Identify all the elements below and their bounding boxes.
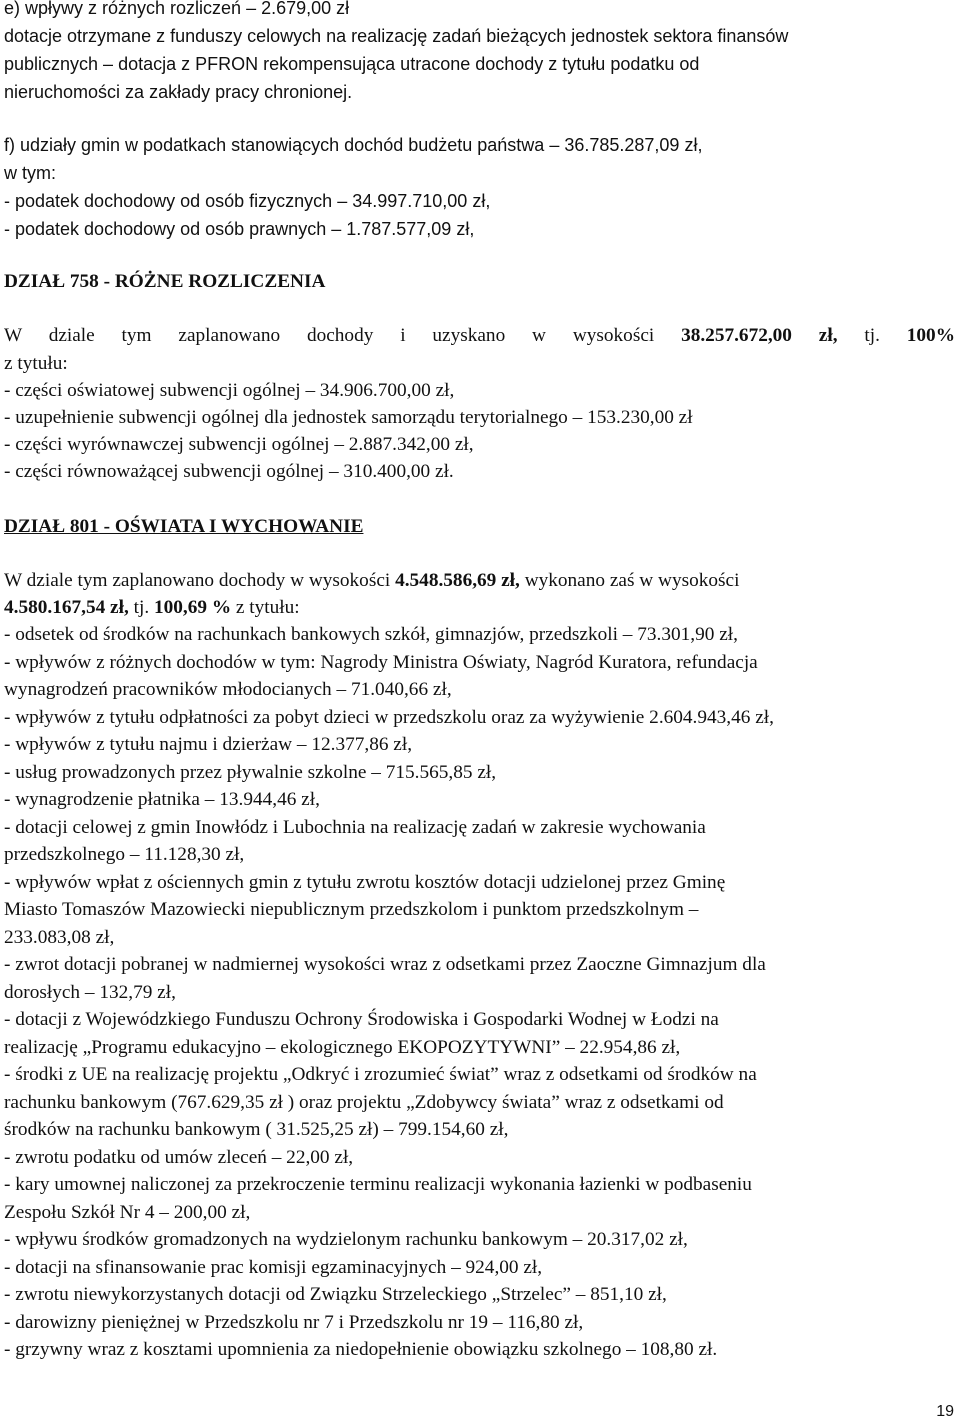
text-line: dotacje otrzymane z funduszy celowych na realizację zadań bieżących jednostek sektora finansów (4, 26, 789, 46)
list-item: - wpływów z tytułu odpłatności za pobyt dzieci w przedszkolu oraz za wyżywienie 2.604.943,46 zł, (4, 707, 774, 728)
list-item: Zespołu Szkół Nr 4 – 200,00 zł, (4, 1202, 251, 1223)
list-item: - kary umownej naliczonej za przekroczenie terminu realizacji wykonania łazienki w podbaseniu (4, 1174, 752, 1195)
text-line: 4.580.167,54 zł, tj. 100,69 % z tytułu: (4, 597, 300, 618)
section-heading-758: DZIAŁ 758 - RÓŻNE ROZLICZENIA (4, 271, 326, 292)
text-line: nieruchomości za zakłady pracy chronionej. (4, 82, 353, 102)
text-line: - części równoważącej subwencji ogólnej – 310.400,00 zł. (4, 461, 454, 482)
list-item: - wpływów z tytułu najmu i dzierżaw – 12.377,86 zł, (4, 734, 413, 755)
list-item: - dotacji z Wojewódzkiego Funduszu Ochrony Środowiska i Gospodarki Wodnej w Łodzi na (4, 1009, 719, 1030)
list-item: - wpływów z różnych dochodów w tym: Nagrody Ministra Oświaty, Nagród Kuratora, refundacja (4, 652, 758, 673)
list-item: wynagrodzeń pracowników młodocianych – 71.040,66 zł, (4, 679, 452, 700)
list-item: 233.083,08 zł, (4, 927, 115, 948)
list-item: Miasto Tomaszów Mazowiecki niepublicznym przedszkolom i punktom przedszkolnym – (4, 899, 699, 920)
page-number: 19 (936, 1403, 954, 1420)
list-item: środków na rachunku bankowym ( 31.525,25 zł) – 799.154,60 zł, (4, 1119, 509, 1140)
section-heading-801: DZIAŁ 801 - OŚWIATA I WYCHOWANIE (4, 516, 364, 537)
list-item: - wpływu środków gromadzonych na wydzielonym rachunku bankowym – 20.317,02 zł, (4, 1229, 688, 1250)
text-line: W dziale tym zaplanowano dochody w wysokości 4.548.586,69 zł, wykonano zaś w wysokości (4, 570, 740, 591)
text-line: - uzupełnienie subwencji ogólnej dla jednostek samorządu terytorialnego – 153.230,00 zł (4, 407, 693, 428)
list-item: - dotacji na sfinansowanie prac komisji egzaminacyjnych – 924,00 zł, (4, 1257, 543, 1278)
list-item: rachunku bankowym (767.629,35 zł ) oraz projektu „Zdobywcy świata” wraz z odsetkami od (4, 1092, 724, 1113)
list-item: - usług prowadzonych przez pływalnie szkolne – 715.565,85 zł, (4, 762, 497, 783)
list-item: - odsetek od środków na rachunkach bankowych szkół, gimnazjów, przedszkoli – 73.301,90 zł, (4, 624, 738, 645)
text-line: - podatek dochodowy od osób fizycznych – 34.997.710,00 zł, (4, 191, 491, 211)
text-line: z tytułu: (4, 353, 68, 374)
list-item: - zwrot dotacji pobranej w nadmiernej wysokości wraz z odsetkami przez Zaoczne Gimnazjum dla (4, 954, 766, 975)
list-item: przedszkolnego – 11.128,30 zł, (4, 844, 245, 865)
text-line: publicznych – dotacja z PFRON rekompensująca utracone dochody z tytułu podatku od (4, 54, 700, 74)
text-line: - części wyrównawczej subwencji ogólnej – 2.887.342,00 zł, (4, 434, 474, 455)
list-item: - wynagrodzenie płatnika – 13.944,46 zł, (4, 789, 320, 810)
list-item: - środki z UE na realizację projektu „Odkryć i zrozumieć świat” wraz z odsetkami od środków na (4, 1064, 757, 1085)
list-item: - zwrotu niewykorzystanych dotacji od Związku Strzeleckiego „Strzelec” – 851,10 zł, (4, 1284, 667, 1305)
text-line: - podatek dochodowy od osób prawnych – 1.787.577,09 zł, (4, 219, 475, 239)
list-item: dorosłych – 132,79 zł, (4, 982, 176, 1003)
text-line: w tym: (4, 163, 56, 183)
list-item: - darowizny pieniężnej w Przedszkolu nr 7 i Przedszkolu nr 19 – 116,80 zł, (4, 1312, 584, 1333)
list-item: - grzywny wraz z kosztami upomnienia za niedopełnienie obowiązku szkolnego – 108,80 zł. (4, 1339, 718, 1360)
list-item: - zwrotu podatku od umów zleceń – 22,00 zł, (4, 1147, 354, 1168)
list-item: - wpływów wpłat z ościennych gmin z tytułu zwrotu kosztów dotacji udzielonej przez Gminę (4, 872, 726, 893)
text-line: W dziale tym zaplanowano dochody i uzyskano w wysokości 38.257.672,00 zł, tj. 100% (4, 325, 955, 346)
list-item: realizację „Programu edukacyjno – ekologicznego EKOPOZYTYWNI” – 22.954,86 zł, (4, 1037, 681, 1058)
text-line: - części oświatowej subwencji ogólnej – 34.906.700,00 zł, (4, 380, 455, 401)
list-item: - dotacji celowej z gmin Inowłódz i Lubochnia na realizację zadań w zakresie wychowania (4, 817, 706, 838)
text-line: e) wpływy z różnych rozliczeń – 2.679,00 zł (4, 0, 350, 18)
text-line: f) udziały gmin w podatkach stanowiących dochód budżetu państwa – 36.785.287,09 zł, (4, 135, 703, 155)
